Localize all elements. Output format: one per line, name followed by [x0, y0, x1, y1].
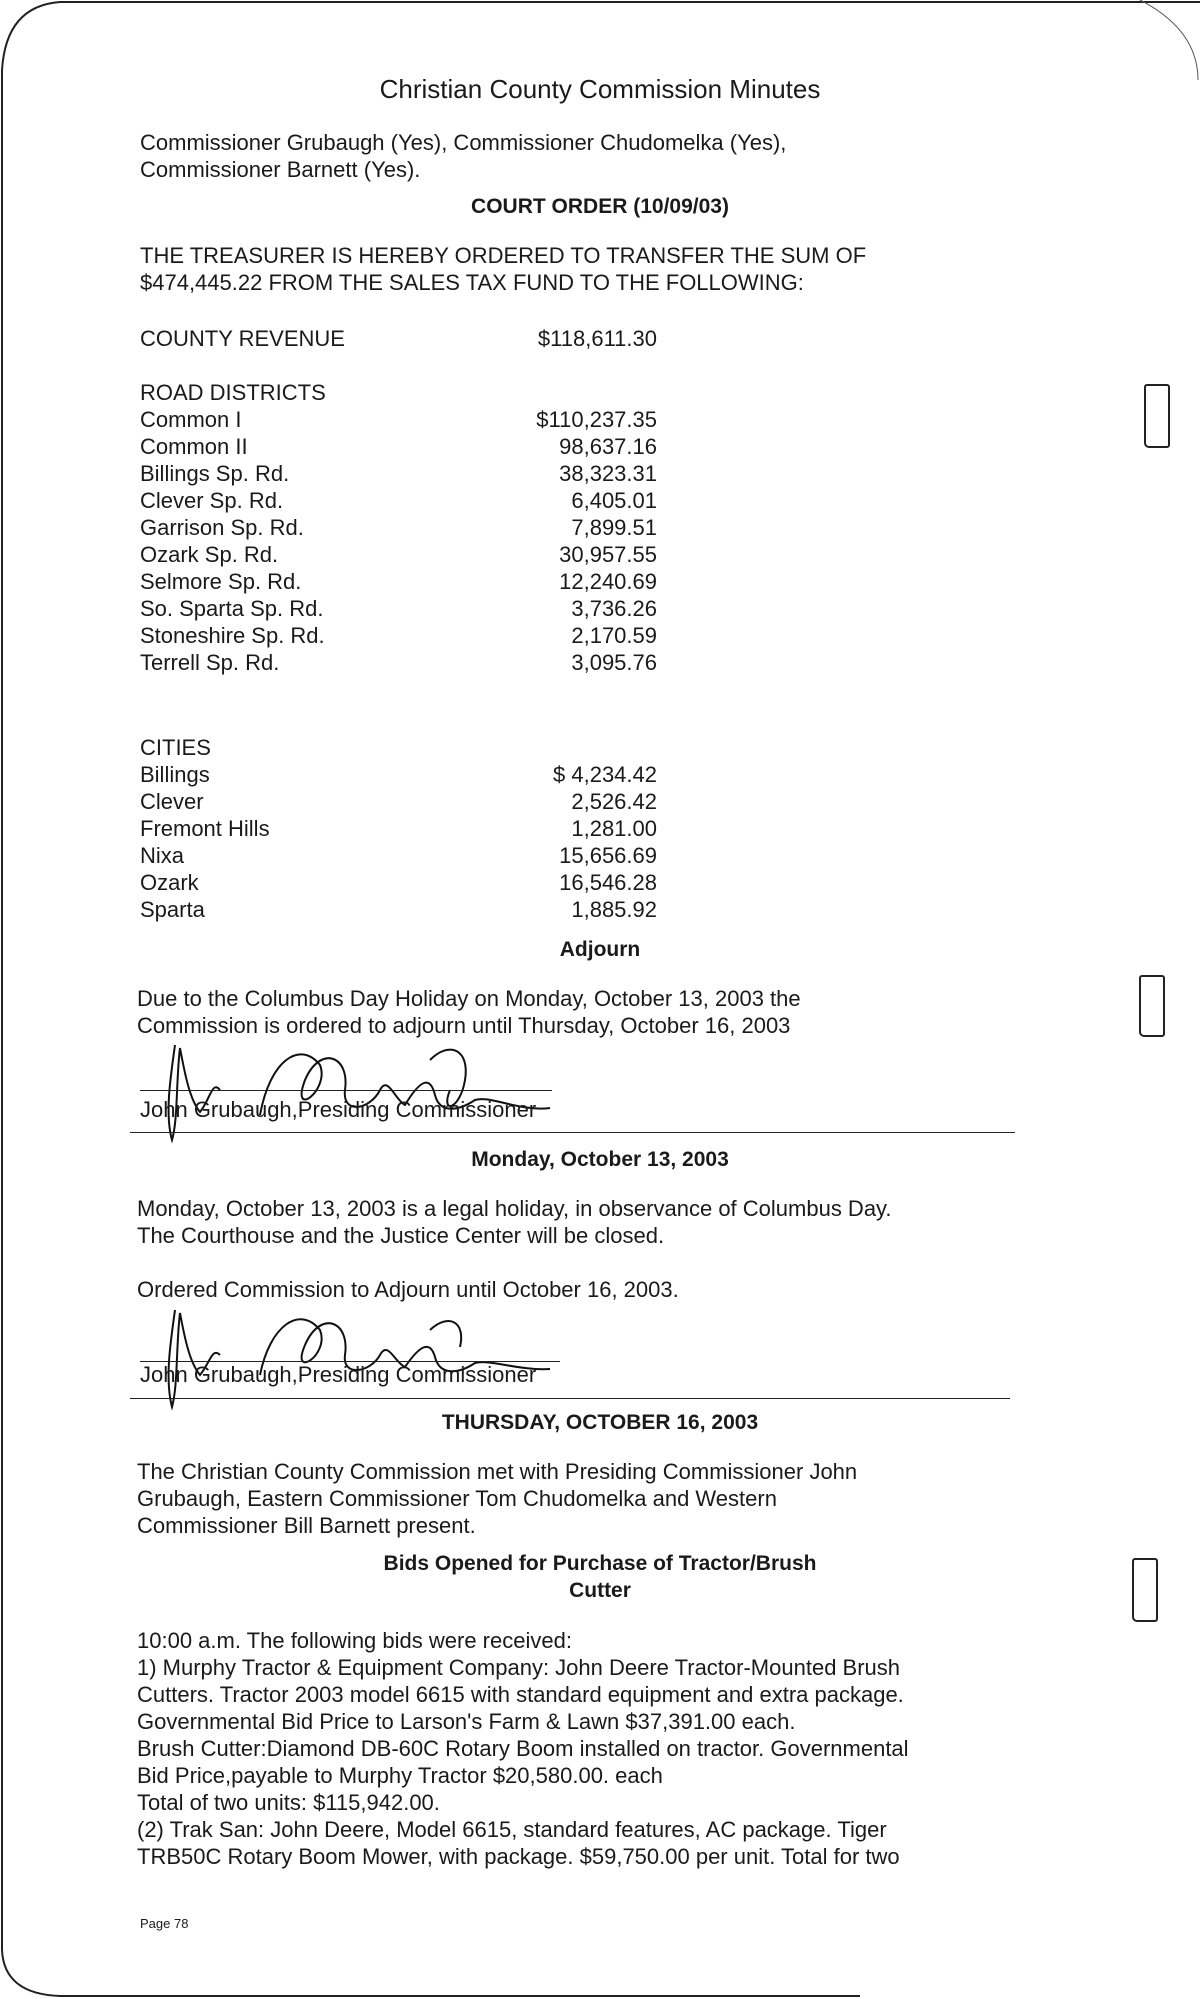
monday-heading: Monday, October 13, 2003: [471, 1148, 729, 1171]
road-district-name: So. Sparta Sp. Rd.: [140, 596, 324, 621]
adjourn-line-2: Commission is ordered to adjourn until Thursday, October 16, 2003: [137, 1013, 791, 1038]
road-district-amount: 3,736.26: [571, 596, 657, 621]
road-district-amount: 7,899.51: [571, 515, 657, 540]
court-order-heading: COURT ORDER (10/09/03): [471, 195, 729, 218]
signature-line: [140, 1090, 552, 1091]
county-revenue-label: COUNTY REVENUE: [140, 326, 345, 351]
road-district-name: Billings Sp. Rd.: [140, 461, 290, 486]
page-number: Page 78: [140, 1916, 189, 1931]
divider: [130, 1132, 1015, 1133]
road-district-name: Stoneshire Sp. Rd.: [140, 623, 325, 648]
binder-hole-mark: [1139, 975, 1165, 1037]
bids-line: Brush Cutter:Diamond DB-60C Rotary Boom installed on tractor. Governmental: [137, 1736, 909, 1761]
road-district-amount: 30,957.55: [559, 542, 657, 567]
road-district-amount: 98,637.16: [559, 434, 657, 459]
road-district-name: Common I: [140, 407, 242, 432]
court-order-line-1: THE TREASURER IS HEREBY ORDERED TO TRANSFER THE SUM OF: [140, 243, 867, 268]
road-district-name: Terrell Sp. Rd.: [140, 650, 280, 675]
bids-heading-1: Bids Opened for Purchase of Tractor/Brush: [383, 1552, 817, 1575]
city-name: Billings: [140, 762, 210, 787]
bids-line: Cutters. Tractor 2003 model 6615 with standard equipment and extra package.: [137, 1682, 904, 1707]
city-amount: 16,546.28: [559, 870, 657, 895]
cities-heading: CITIES: [140, 735, 211, 760]
city-amount: 15,656.69: [559, 843, 657, 868]
road-district-amount: 12,240.69: [559, 569, 657, 594]
road-district-name: Selmore Sp. Rd.: [140, 569, 302, 594]
bids-heading-2: Cutter: [569, 1579, 631, 1602]
page-title: Christian County Commission Minutes: [379, 74, 821, 104]
bids-line: 1) Murphy Tractor & Equipment Company: John Deere Tractor-Mounted Brush: [137, 1655, 901, 1680]
bids-line: Total of two units: $115,942.00.: [137, 1790, 440, 1815]
monday-line-2: The Courthouse and the Justice Center will be closed.: [137, 1223, 665, 1248]
bids-line: TRB50C Rotary Boom Mower, with package. $59,750.00 per unit. Total for two: [137, 1844, 900, 1869]
road-district-amount: 3,095.76: [571, 650, 657, 675]
vote-line-1: Commissioner Grubaugh (Yes), Commissioner Chudomelka (Yes),: [140, 130, 787, 155]
thursday-line-1: The Christian County Commission met with Presiding Commissioner John: [137, 1459, 858, 1484]
bids-line: Bid Price,payable to Murphy Tractor $20,580.00. each: [137, 1763, 663, 1788]
city-amount: 1,281.00: [571, 816, 657, 841]
road-district-amount: 38,323.31: [559, 461, 657, 486]
signature-caption: John Grubaugh,Presiding Commissioner: [140, 1097, 537, 1122]
signature-caption: John Grubaugh,Presiding Commissioner: [140, 1362, 537, 1387]
adjourn-heading: Adjourn: [559, 938, 641, 961]
city-name: Nixa: [140, 843, 185, 868]
thursday-heading: THURSDAY, OCTOBER 16, 2003: [441, 1411, 759, 1434]
bids-line: 10:00 a.m. The following bids were received:: [137, 1628, 572, 1653]
road-district-amount: 2,170.59: [571, 623, 657, 648]
binder-hole-mark: [1144, 384, 1170, 448]
binder-hole-mark: [1132, 1558, 1158, 1622]
road-district-name: Clever Sp. Rd.: [140, 488, 284, 513]
signature-image: [130, 1285, 570, 1415]
thursday-line-3: Commissioner Bill Barnett present.: [137, 1513, 476, 1538]
road-district-name: Garrison Sp. Rd.: [140, 515, 304, 540]
vote-line-2: Commissioner Barnett (Yes).: [140, 157, 421, 182]
road-districts-heading: ROAD DISTRICTS: [140, 380, 326, 405]
bids-line: Governmental Bid Price to Larson's Farm & Lawn $37,391.00 each.: [137, 1709, 796, 1734]
road-district-name: Common II: [140, 434, 248, 459]
city-name: Sparta: [140, 897, 205, 922]
divider: [130, 1398, 1010, 1399]
city-name: Clever: [140, 789, 204, 814]
county-revenue-amount: $118,611.30: [537, 326, 657, 351]
road-district-name: Ozark Sp. Rd.: [140, 542, 279, 567]
city-name: Fremont Hills: [140, 816, 270, 841]
court-order-line-2: $474,445.22 FROM THE SALES TAX FUND TO THE FOLLOWING:: [140, 270, 804, 295]
city-amount: $ 4,234.42: [553, 762, 657, 787]
road-district-amount: 6,405.01: [571, 488, 657, 513]
bids-line: (2) Trak San: John Deere, Model 6615, standard features, AC package. Tiger: [137, 1817, 887, 1842]
monday-order-line: Ordered Commission to Adjourn until October 16, 2003.: [137, 1277, 679, 1302]
monday-line-1: Monday, October 13, 2003 is a legal holiday, in observance of Columbus Day.: [137, 1196, 892, 1221]
city-amount: 2,526.42: [571, 789, 657, 814]
road-district-amount: $110,237.35: [536, 407, 657, 432]
adjourn-line-1: Due to the Columbus Day Holiday on Monday, October 13, 2003 the: [137, 986, 801, 1011]
city-name: Ozark: [140, 870, 199, 895]
signature-image: [130, 1020, 570, 1150]
city-amount: 1,885.92: [571, 897, 657, 922]
thursday-line-2: Grubaugh, Eastern Commissioner Tom Chudomelka and Western: [137, 1486, 777, 1511]
